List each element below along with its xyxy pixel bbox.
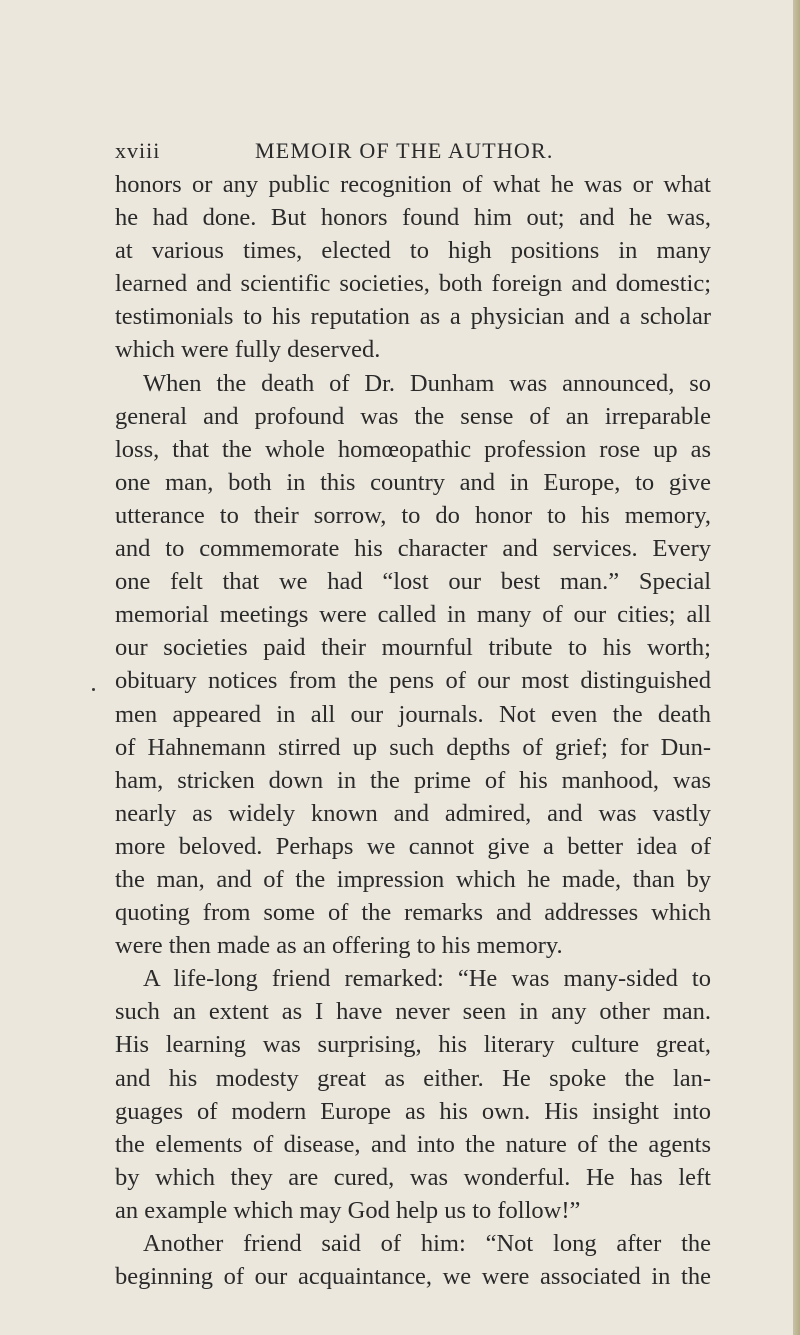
text-line: more beloved. Perhaps we cannot give a better idea of — [115, 832, 711, 860]
text-line: His learning was surprising, his literary culture great, — [115, 1031, 711, 1059]
text-line: at various times, elected to high positions in many — [115, 237, 711, 265]
text-line: loss, that the whole homœopathic profession rose up as — [115, 435, 711, 463]
text-line: utterance to their sorrow, to do honor to his memory, — [115, 501, 711, 529]
text-line: the elements of disease, and into the nature of the agents — [115, 1130, 711, 1158]
text-line: which were fully deserved. — [115, 336, 381, 364]
text-line: honors or any public recognition of what he was or what — [115, 171, 711, 198]
text-line: such an extent as I have never seen in any other man. — [115, 998, 711, 1026]
text-line: the man, and of the impression which he made, than by — [115, 865, 711, 893]
text-line: nearly as widely known and admired, and was vastly — [115, 799, 711, 827]
text-line: he had done. But honors found him out; and he was, — [115, 204, 711, 232]
text-line: general and profound was the sense of an irreparable — [115, 402, 711, 430]
text-line: and to commemorate his character and services. Every — [115, 535, 711, 563]
running-header — [115, 138, 715, 168]
text-line: memorial meetings were called in many of our cities; all — [115, 601, 711, 629]
text-line: one man, both in this country and in Europe, to give — [115, 468, 711, 496]
text-line: one felt that we had “lost our best man.” Special — [115, 568, 711, 596]
text-line: were then made as an offering to his memory. — [115, 932, 563, 960]
text-line: of Hahnemann stirred up such depths of grief; for Dun- — [115, 733, 711, 761]
text-line: beginning of our acquaintance, we were associated in the — [115, 1263, 711, 1291]
text-line: learned and scientific societies, both foreign and domestic; — [115, 270, 711, 298]
text-line: men appeared in all our journals. Not even the death — [115, 700, 711, 728]
text-line: A life-long friend remarked: “He was many-sided to — [143, 965, 711, 993]
text-line: guages of modern Europe as his own. His insight into — [115, 1097, 711, 1125]
text-line: an example which may God help us to follow!” — [115, 1196, 581, 1224]
text-line: obituary notices from the pens of our most distinguished — [115, 667, 711, 695]
text-line: our societies paid their mournful tribute to his worth; — [115, 634, 711, 662]
text-line: ham, stricken down in the prime of his manhood, was — [115, 766, 711, 794]
text-line: testimonials to his reputation as a physician and a scholar — [115, 303, 711, 331]
text-line: by which they are cured, was wonderful. He has left — [115, 1163, 711, 1191]
text-line: and his modesty great as either. He spoke the lan- — [115, 1064, 711, 1092]
stray-mark — [92, 688, 95, 691]
text-line: quoting from some of the remarks and addresses which — [115, 899, 711, 927]
running-title: MEMOIR OF THE AUTHOR. — [255, 138, 554, 163]
text-line: Another friend said of him: “Not long after the — [143, 1230, 711, 1257]
body-text — [115, 168, 711, 1293]
text-line: When the death of Dr. Dunham was announced, so — [143, 369, 711, 397]
page-edge — [793, 0, 800, 1335]
page-number: xviii — [115, 138, 161, 163]
